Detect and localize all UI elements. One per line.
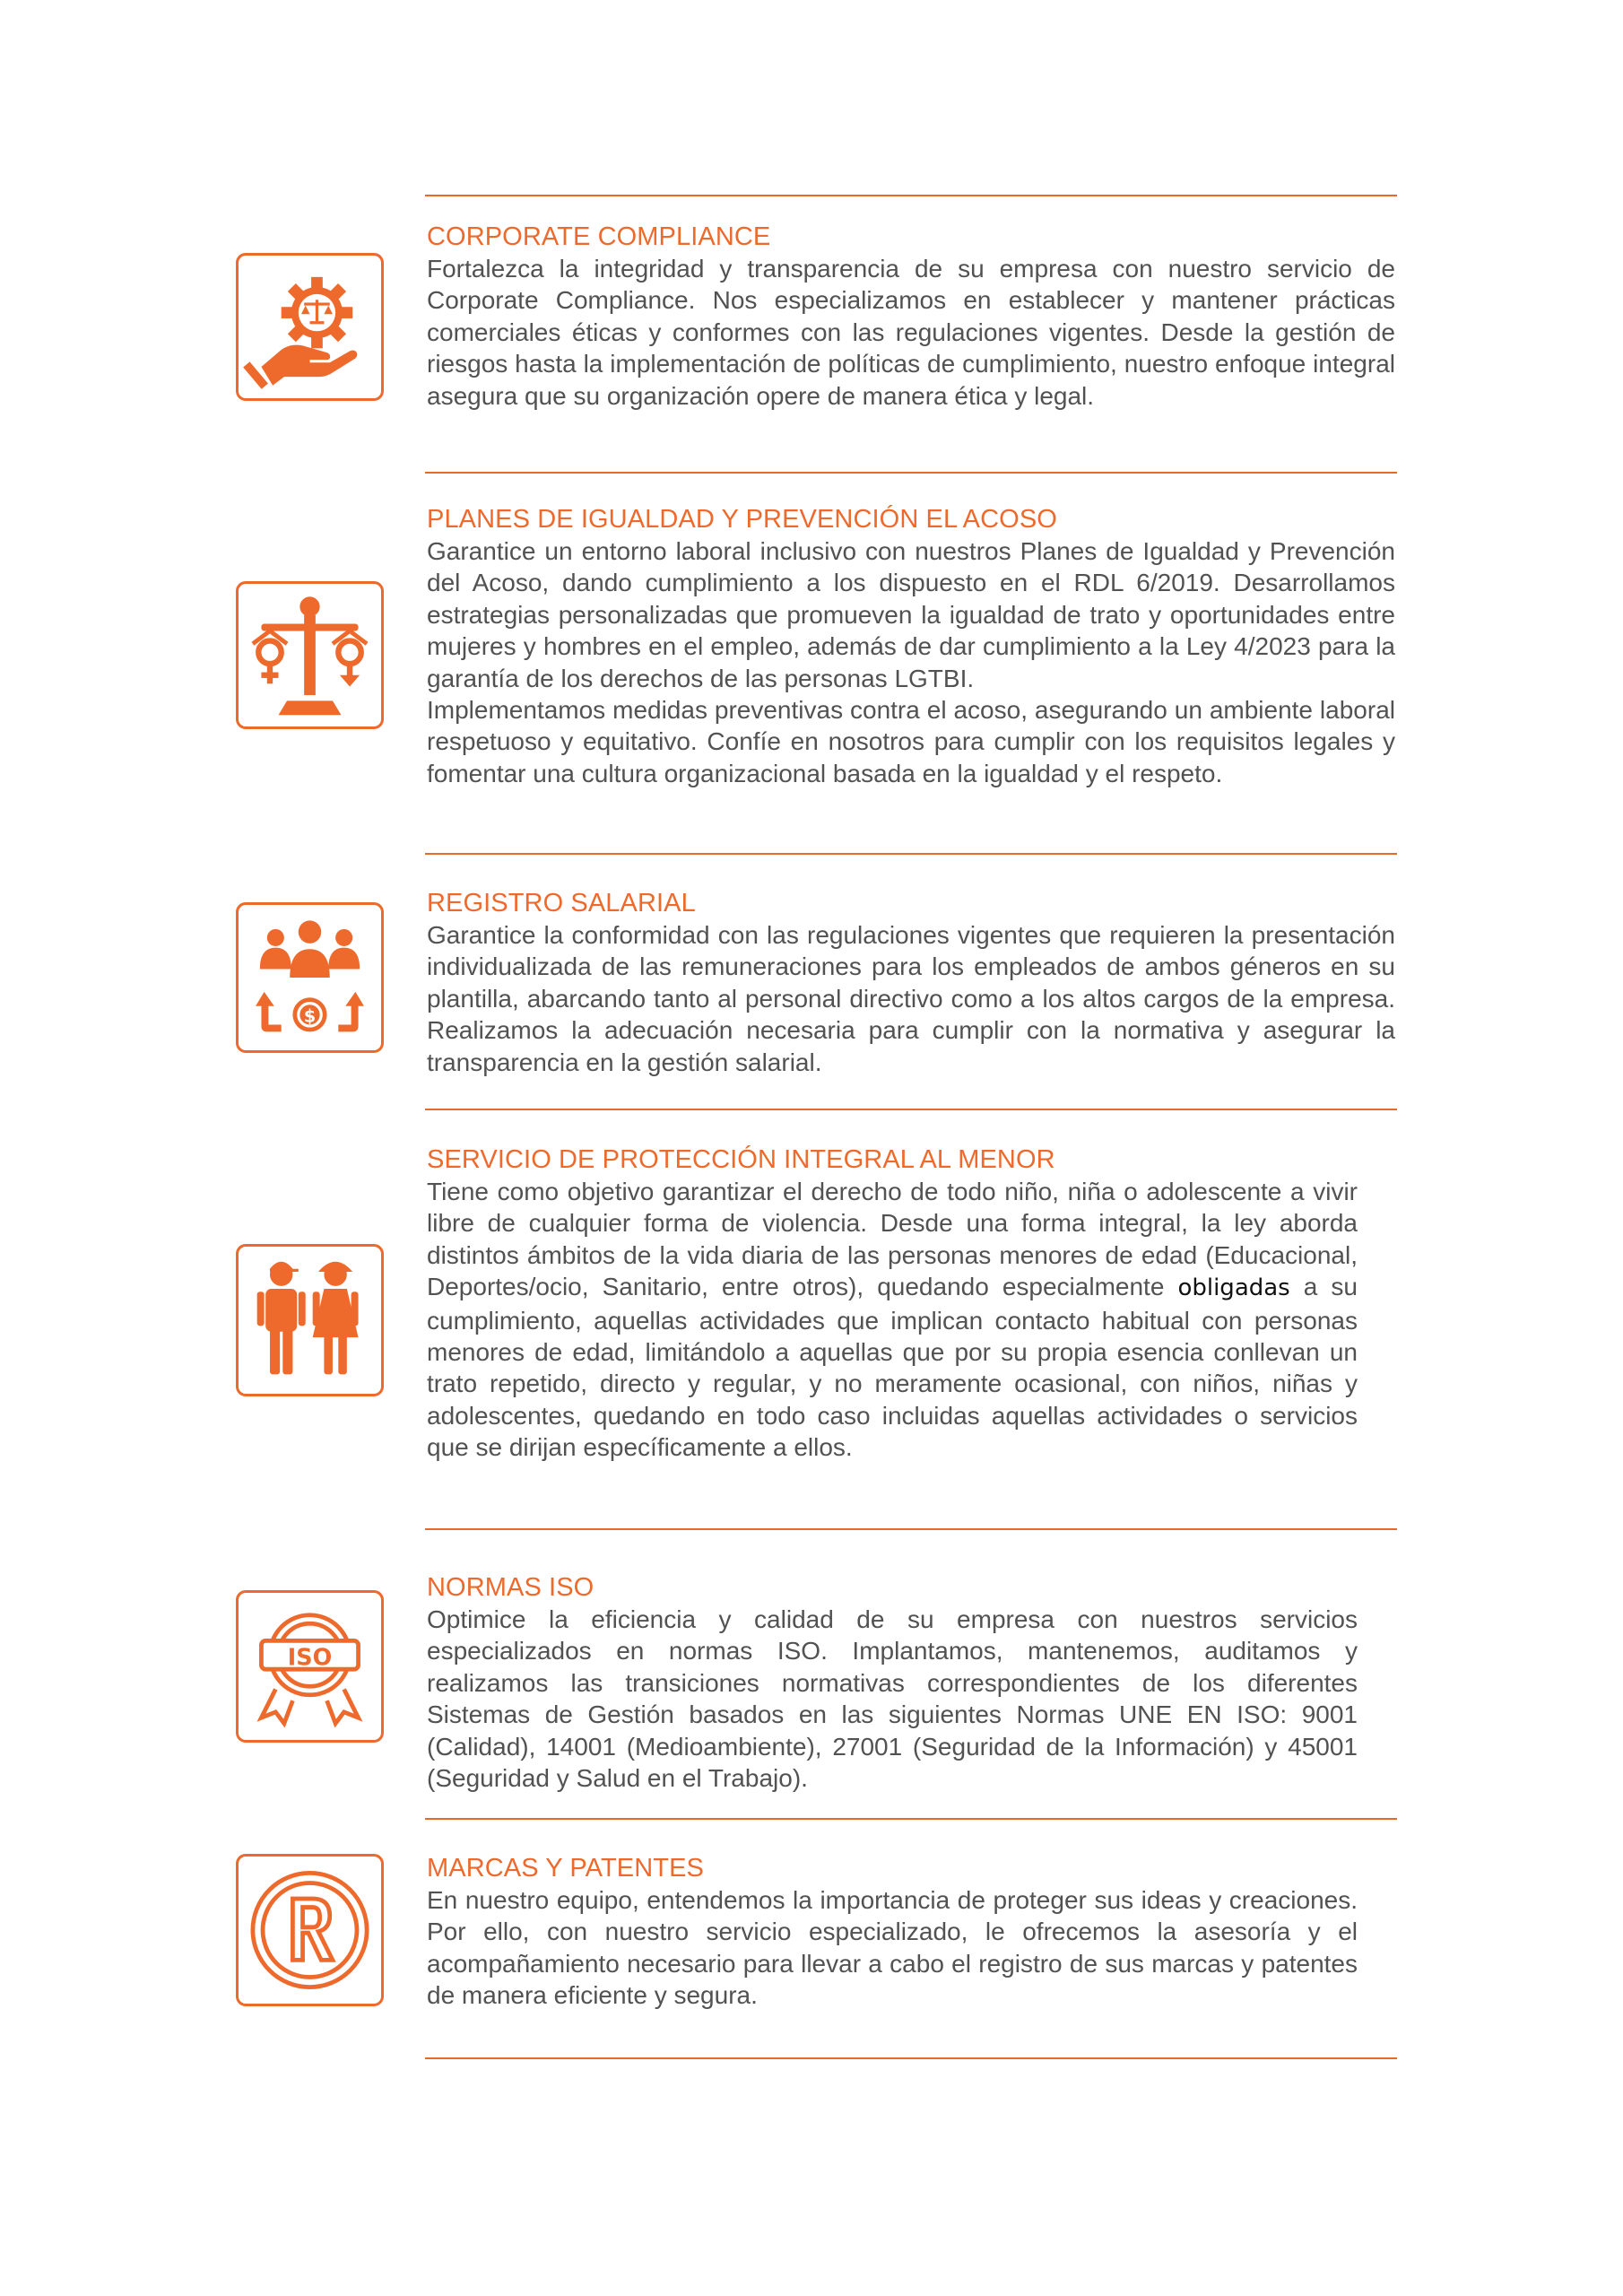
divider [425,195,1397,196]
iso-badge-text: ISO [287,1643,333,1671]
section-body [427,1884,1358,2012]
section-body [427,1604,1358,1794]
section-title: REGISTRO SALARIAL [427,889,696,918]
service-proteccion-menor [427,1144,1358,1464]
divider [425,472,1397,474]
divider [425,1818,1397,1820]
service-registro-salarial [427,888,1395,1078]
children-icon [236,1244,384,1396]
paragraph [427,1176,1358,1464]
paragraph-part: Tiene como objetivo garantizar el derecho de todo niño, niña o adolescente a vivir libre de cualquier forma de violencia. Desde una forma integral, la ley aborda distintos ámbitos de la vida diaria de las personas menores de edad (Educacional, Deportes/ocio, Sanitario, entre otros), quedando especialmente [427,1178,1358,1301]
divider [425,2057,1397,2059]
registered-trademark-icon [236,1854,384,2006]
paragraph: Garantice un entorno laboral inclusivo con nuestros Planes de Igualdad y Prevención del Acoso, dando cumplimiento a los dispuesto en el RDL 6/2019. Desarrollamos estrategias personalizadas que promueven la igualdad de trato y oportunidades entre mujeres y hombres en el empleo, además de dar cumplimiento a la Ley 4/2023 para la garantía de los derechos de las personas LGTBI. [427,537,1395,692]
section-body [427,253,1395,412]
paragraph: Implementamos medidas preventivas contra el acoso, asegurando un ambiente laboral respetuoso y equitativo. Confíe en nosotros para cumplir con los requisitos legales y fomentar una cultura organizacional basada en la igualdad y el respeto. [427,696,1395,787]
service-corporate-compliance [427,222,1395,412]
section-body [427,919,1395,1078]
svg-text:$: $ [303,1006,317,1027]
gender-equality-scale-icon [236,581,384,729]
paragraph-part: a su cumplimiento, aquellas actividades que implican contacto habitual con personas menores de edad, limitándolo a aquellas que por su propia esencia conllevan un trato repetido, directo y regular, y no meramente ocasional, con niños, niñas y adolescentes, quedando en todo caso incluidas aquellas actividades o servicios que se dirijan específicamente a ellos. [427,1273,1358,1462]
service-planes-igualdad [427,504,1395,789]
paragraph: Optimice la eficiencia y calidad de su empresa con nuestros servicios especializados en normas ISO. Implantamos, mantenemos, auditamos y realizamos las transiciones normativas correspondientes de los diferentes Sistemas de Gestión basados en las siguientes Normas UNE EN ISO: 9001 (Calidad), 14001 (Medioambiente), 27001 (Seguridad de la Información) y 45001 (Seguridad y Salud en el Trabajo). [427,1605,1358,1793]
section-body [427,535,1395,789]
service-marcas-patentes [427,1853,1358,2012]
paragraph: En nuestro equipo, entendemos la importancia de proteger sus ideas y creaciones. Por ello, con nuestro servicio especializado, le ofrecemos la asesoría y el acompañamiento necesario para llevar a cabo el registro de sus marcas y patentes de manera eficiente y segura. [427,1886,1358,2010]
section-title: MARCAS Y PATENTES [427,1854,704,1883]
divider [425,1528,1397,1530]
service-normas-iso [427,1572,1358,1794]
salary-team-icon [236,902,384,1053]
divider [425,1109,1397,1110]
paragraph: Fortalezca la integridad y transparencia de su empresa con nuestro servicio de Corporate Compliance. Nos especializamos en establecer y mantener prácticas comerciales éticas y conformes con las regulaciones vigentes. Desde la gestión de riesgos hasta la implementación de políticas de cumplimiento, nuestro enfoque integral asegura que su organización opere de manera ética y legal. [427,255,1395,410]
section-body [427,1176,1358,1464]
paragraph: Garantice la conformidad con las regulaciones vigentes que requieren la presentación individualizada de las remuneraciones para los empleados de ambos géneros en su plantilla, abarcando tanto al personal directivo como a los altos cargos de la empresa. Realizamos la adecuación necesaria para cumplir con la normativa y asegurar la transparencia en la gestión salarial. [427,921,1395,1076]
iso-badge-icon [236,1590,384,1743]
highlight-word: obligadas [1177,1274,1290,1302]
divider [425,853,1397,855]
section-title: NORMAS ISO [427,1573,595,1602]
section-title: PLANES DE IGUALDAD Y PREVENCIÓN EL ACOSO [427,505,1057,534]
compliance-gear-scale-hand-icon [236,253,384,401]
section-title: CORPORATE COMPLIANCE [427,222,771,251]
section-title: SERVICIO DE PROTECCIÓN INTEGRAL AL MENOR [427,1145,1055,1174]
